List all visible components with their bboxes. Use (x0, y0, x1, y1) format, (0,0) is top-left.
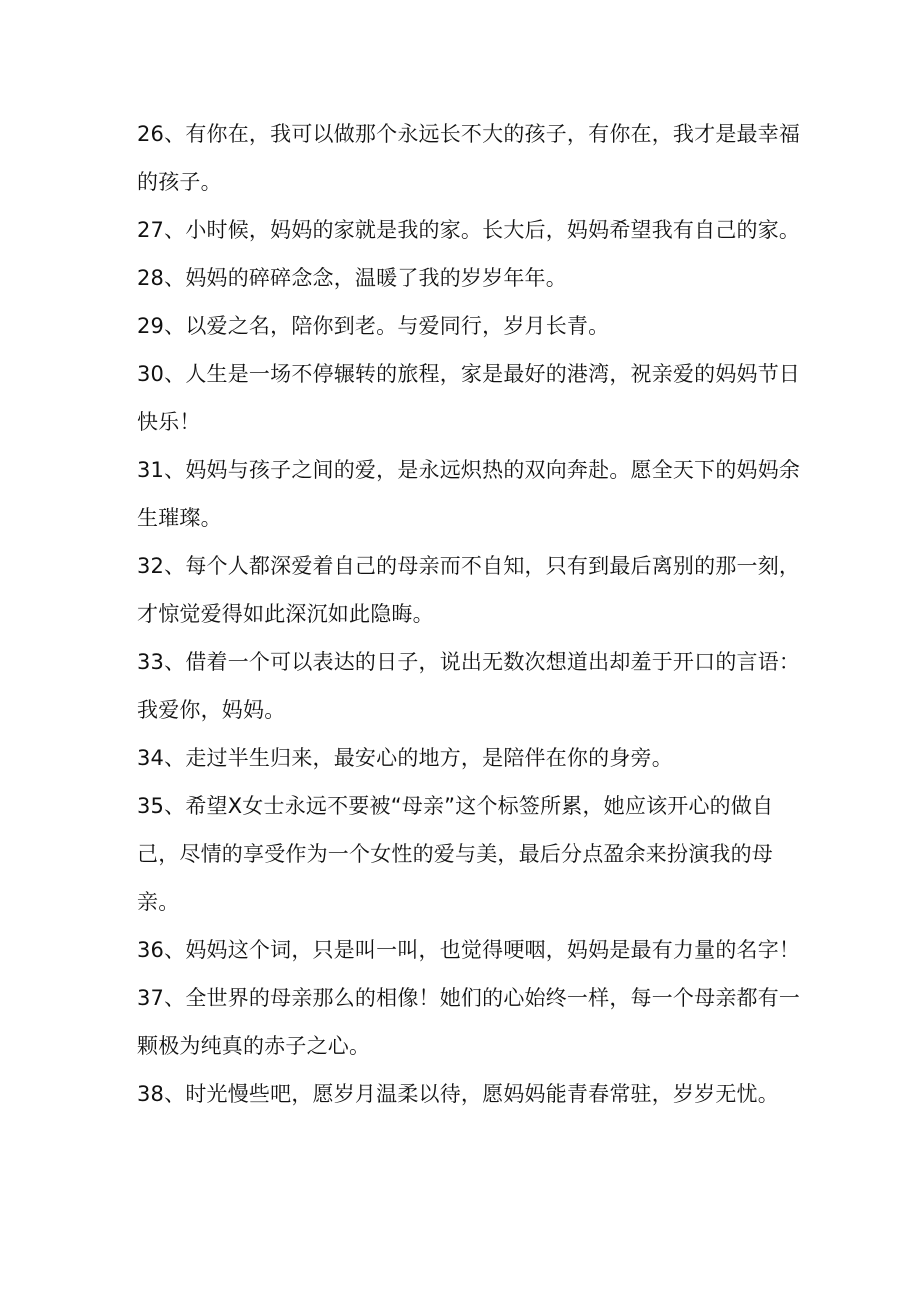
quote-item-26: 26、有你在，我可以做那个永远长不大的孩子，有你在，我才是最幸福的孩子。 (137, 122, 801, 194)
quote-item-28: 28、妈妈的碎碎念念，温暖了我的岁岁年年。 (137, 266, 567, 290)
quote-item-33: 33、借着一个可以表达的日子，说出无数次想道出却羞于开口的言语：我爱你，妈妈。 (137, 650, 801, 722)
quote-item-27: 27、小时候，妈妈的家就是我的家。长大后，妈妈希望我有自己的家。 (137, 218, 801, 242)
quote-item-35: 35、希望X女士永远不要被“母亲”这个标签所累，她应该开心的做自己，尽情的享受作为一个女性的爱与美，最后分点盈余来扮演我的母亲。 (137, 794, 774, 914)
quote-item-31: 31、妈妈与孩子之间的爱，是永远炽热的双向奔赴。愿全天下的妈妈余生璀璨。 (137, 458, 801, 530)
quote-item-34: 34、走过半生归来，最安心的地方，是陪伴在你的身旁。 (137, 746, 673, 770)
quote-item-29: 29、以爱之名，陪你到老。与爱同行，岁月长青。 (137, 314, 610, 338)
quote-item-32: 32、每个人都深爱着自己的母亲而不自知，只有到最后离别的那一刻，才惊觉爱得如此深沉如此隐晦。 (137, 554, 801, 626)
quote-item-36: 36、妈妈这个词，只是叫一叫，也觉得哽咽，妈妈是最有力量的名字！ (137, 938, 801, 962)
quote-list (137, 110, 802, 1118)
quote-item-30: 30、人生是一场不停辗转的旅程，家是最好的港湾，祝亲爱的妈妈节日快乐！ (137, 362, 801, 434)
quote-item-37: 37、全世界的母亲那么的相像！她们的心始终一样，每一个母亲都有一颗极为纯真的赤子之心。 (137, 986, 801, 1058)
quote-item-38: 38、时光慢些吧，愿岁月温柔以待，愿妈妈能青春常驻，岁岁无忧。 (137, 1082, 779, 1106)
